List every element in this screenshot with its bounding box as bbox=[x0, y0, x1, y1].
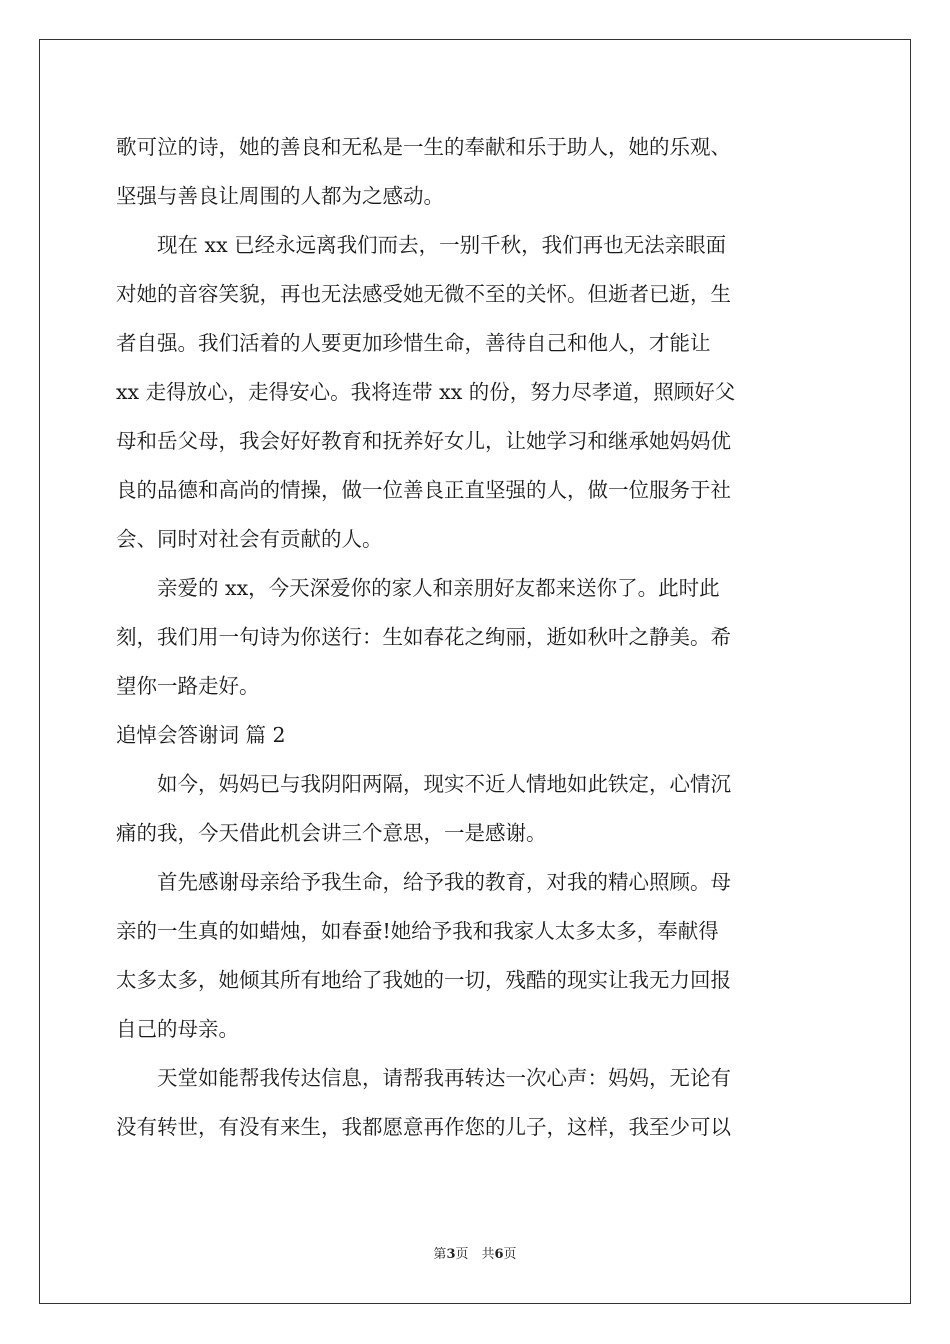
text-line: 亲爱的 xx，今天深爱你的家人和亲朋好友都来送你了。此时此 bbox=[157, 576, 720, 600]
text-line: 痛的我，今天借此机会讲三个意思，一是感谢。 bbox=[116, 821, 547, 845]
page-footer bbox=[0, 1245, 950, 1265]
text-line: 现在 xx 已经永远离我们而去，一别千秋，我们再也无法亲眼面 bbox=[157, 233, 727, 257]
text-line: 天堂如能帮我传达信息，请帮我再转达一次心声：妈妈，无论有 bbox=[157, 1066, 731, 1090]
text-line: 首先感谢母亲给予我生命，给予我的教育，对我的精心照顾。母 bbox=[157, 870, 731, 894]
text-line: 追悼会答谢词 篇 2 bbox=[116, 723, 286, 747]
text-line: 自己的母亲。 bbox=[116, 1017, 239, 1041]
text-line: 望你一路走好。 bbox=[116, 674, 260, 698]
text-line: 良的品德和高尚的情操，做一位善良正直坚强的人，做一位服务于社 bbox=[116, 478, 731, 502]
text-line: 没有转世，有没有来生，我都愿意再作您的儿子，这样，我至少可以 bbox=[116, 1115, 731, 1139]
total-page-number: 6 bbox=[494, 1247, 504, 1262]
footer-prefix: 第 bbox=[433, 1247, 447, 1262]
footer-suffix: 页 bbox=[503, 1247, 517, 1262]
document-body bbox=[116, 123, 834, 1152]
text-line: 刻，我们用一句诗为你送行：生如春花之绚丽，逝如秋叶之静美。希 bbox=[116, 625, 731, 649]
text-line: 如今，妈妈已与我阴阳两隔，现实不近人情地如此铁定，心情沉 bbox=[157, 772, 731, 796]
text-line: 者自强。我们活着的人要更加珍惜生命，善待自己和他人，才能让 bbox=[116, 331, 711, 355]
footer-mid: 页 共 bbox=[455, 1247, 495, 1262]
text-line: 对她的音容笑貌，再也无法感受她无微不至的关怀。但逝者已逝，生 bbox=[116, 282, 731, 306]
text-line: 会、同时对社会有贡献的人。 bbox=[116, 527, 383, 551]
text-line: 坚强与善良让周围的人都为之感动。 bbox=[116, 184, 444, 208]
current-page-number: 3 bbox=[446, 1247, 456, 1262]
text-line: 太多太多，她倾其所有地给了我她的一切，残酷的现实让我无力回报 bbox=[116, 968, 731, 992]
text-line: 母和岳父母，我会好好教育和抚养好女儿，让她学习和继承她妈妈优 bbox=[116, 429, 731, 453]
text-line: 歌可泣的诗，她的善良和无私是一生的奉献和乐于助人，她的乐观、 bbox=[116, 135, 731, 159]
text-line: 亲的一生真的如蜡烛，如春蚕!她给予我和我家人太多太多，奉献得 bbox=[116, 919, 719, 943]
text-line: xx 走得放心，走得安心。我将连带 xx 的份，努力尽孝道，照顾好父 bbox=[116, 380, 736, 404]
